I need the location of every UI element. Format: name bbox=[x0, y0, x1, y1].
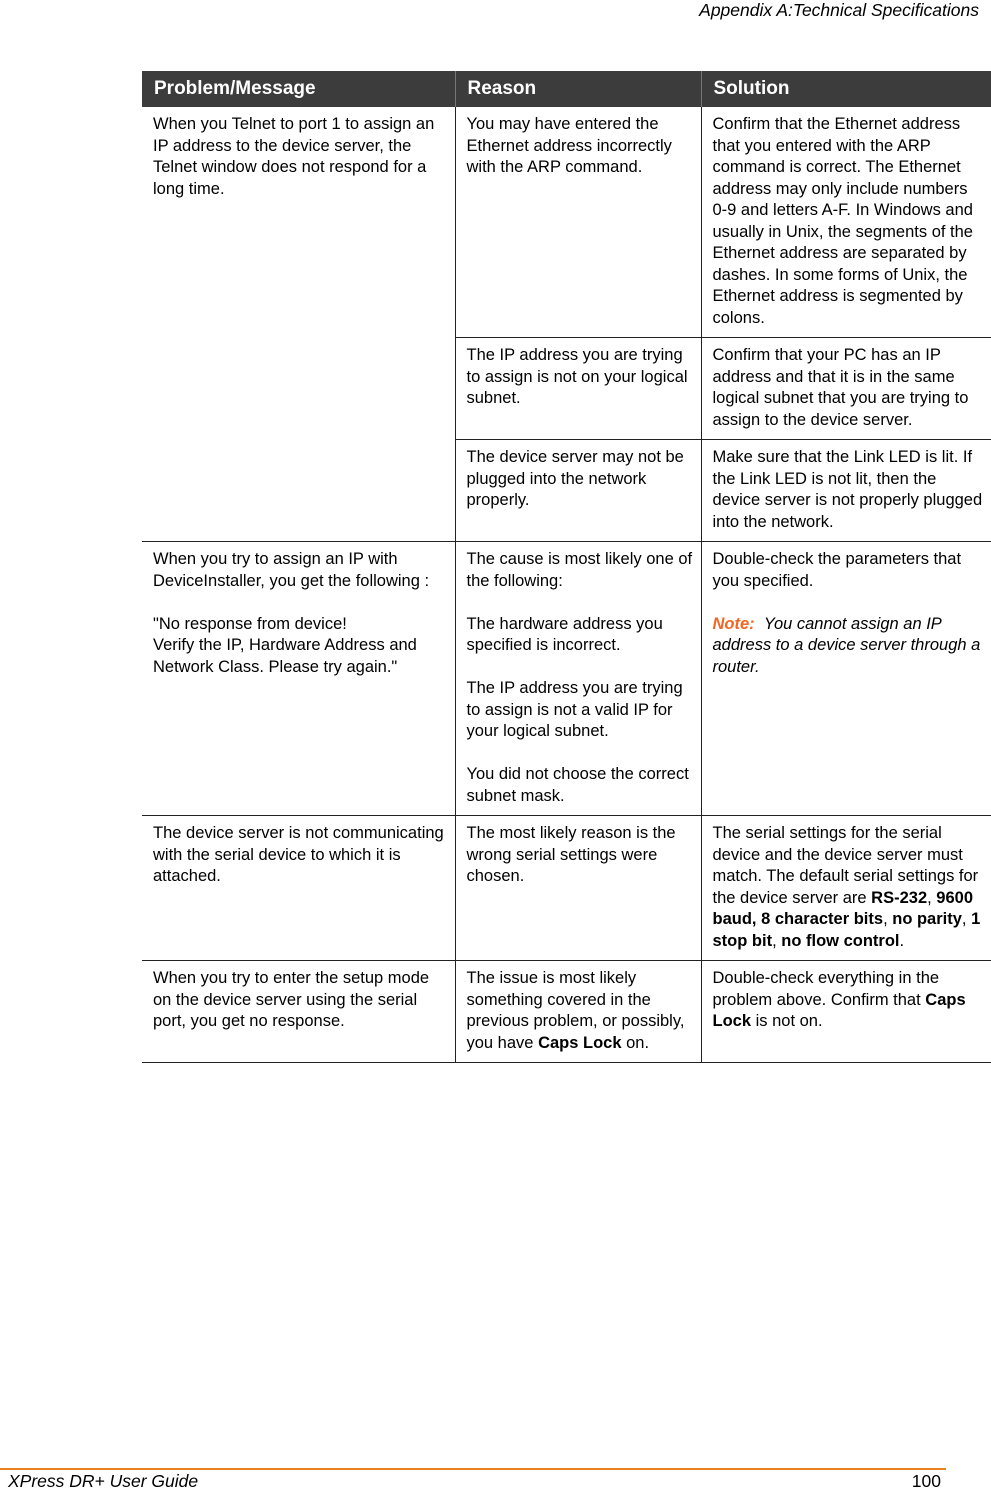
footer-guide-title: XPress DR+ User Guide bbox=[8, 1471, 199, 1491]
table-row bbox=[142, 816, 991, 961]
problem-text: When you try to assign an IP with DeviceInstaller, you get the following : bbox=[153, 550, 430, 590]
table-row bbox=[142, 542, 991, 816]
solution-cell: Confirm that your PC has an IP address and that it is in the same logical subnet that you are trying to assign to the device server. bbox=[701, 338, 991, 440]
solution-cell: Make sure that the Link LED is lit. If the Link LED is not lit, then the device server is not properly plugged into the network. bbox=[701, 440, 991, 542]
column-header-reason: Reason bbox=[455, 71, 701, 107]
reason-cell: You may have entered the Ethernet address incorrectly with the ARP command. bbox=[455, 107, 701, 338]
table-row bbox=[142, 961, 991, 1063]
reason-text: You did not choose the correct subnet mask. bbox=[466, 765, 689, 805]
reason-text: The issue is most likely something covered in the previous problem, or possibly, you have bbox=[466, 969, 685, 1052]
reason-text: The IP address you are trying to assign is not a valid IP for your logical subnet. bbox=[466, 679, 683, 740]
reason-cell bbox=[455, 542, 701, 816]
setting-stop-bit: 1 stop bit bbox=[712, 910, 981, 950]
column-header-problem: Problem/Message bbox=[142, 71, 455, 107]
reason-text: The hardware address you specified is incorrect. bbox=[466, 614, 663, 654]
solution-cell bbox=[701, 961, 991, 1063]
caps-lock-label: Caps Lock bbox=[538, 1033, 622, 1052]
problem-cell: When you Telnet to port 1 to assign an IP address to the device server, the Telnet window does not respond for a long time. bbox=[142, 107, 455, 542]
troubleshooting-table bbox=[142, 71, 991, 1063]
page-header-title: Appendix A:Technical Specifications bbox=[699, 0, 979, 20]
column-header-solution: Solution bbox=[701, 71, 991, 107]
solution-cell: The serial settings for the serial device and the device server must match. The default serial settings for the device server are RS-232, 9600 baud, 8 character bits, no parity, 1 stop bit, no flow control. bbox=[701, 816, 991, 961]
setting-rs232: RS-232 bbox=[871, 888, 928, 907]
reason-cell bbox=[455, 961, 701, 1063]
problem-cell: The device server is not communicating with the serial device to which it is attached. bbox=[142, 816, 455, 961]
problem-cell bbox=[142, 542, 455, 816]
solution-text: Double-check the parameters that you specified. bbox=[712, 550, 962, 590]
setting-parity: no parity bbox=[892, 910, 962, 928]
solution-text: Double-check everything in the problem above. Confirm that bbox=[712, 969, 940, 1009]
note-text: You cannot assign an IP address to a device server through a router. bbox=[712, 614, 981, 676]
footer-divider bbox=[0, 1468, 946, 1470]
note bbox=[713, 614, 984, 679]
reason-text: The cause is most likely one of the following: bbox=[466, 550, 693, 590]
page-number: 100 bbox=[911, 1471, 941, 1491]
note-label: Note: bbox=[712, 614, 755, 633]
reason-cell: The device server may not be plugged into the network properly. bbox=[455, 440, 701, 542]
solution-text-end: is not on. bbox=[755, 1012, 823, 1030]
setting-flow-control: no flow control bbox=[781, 931, 900, 950]
table-header-row bbox=[142, 71, 991, 107]
solution-cell: Confirm that the Ethernet address that you entered with the ARP command is correct. The Ethernet address may only include numbers 0-9 and letters A-F. In Windows and usually in Unix, the segments of the Ethernet address are separated by dashes. In some forms of Unix, the Ethernet address is segmented by colons. bbox=[701, 107, 991, 338]
table-row bbox=[142, 107, 991, 338]
caps-lock-label: Caps Lock bbox=[712, 990, 966, 1030]
reason-text-end: on. bbox=[626, 1033, 650, 1052]
problem-cell: When you try to enter the setup mode on the device server using the serial port, you get no response. bbox=[142, 961, 455, 1063]
reason-cell: The IP address you are trying to assign is not on your logical subnet. bbox=[455, 338, 701, 440]
error-message-line-2: Verify the IP, Hardware Address and Network Class. Please try again." bbox=[153, 636, 417, 676]
error-message-line-1: "No response from device! bbox=[153, 614, 347, 633]
reason-cell: The most likely reason is the wrong serial settings were chosen. bbox=[455, 816, 701, 961]
solution-text: The serial settings for the serial device and the device server must match. The default serial settings for the device server are bbox=[712, 824, 979, 907]
solution-cell bbox=[701, 542, 991, 816]
setting-baud: 9600 baud, 8 character bits bbox=[712, 888, 974, 928]
